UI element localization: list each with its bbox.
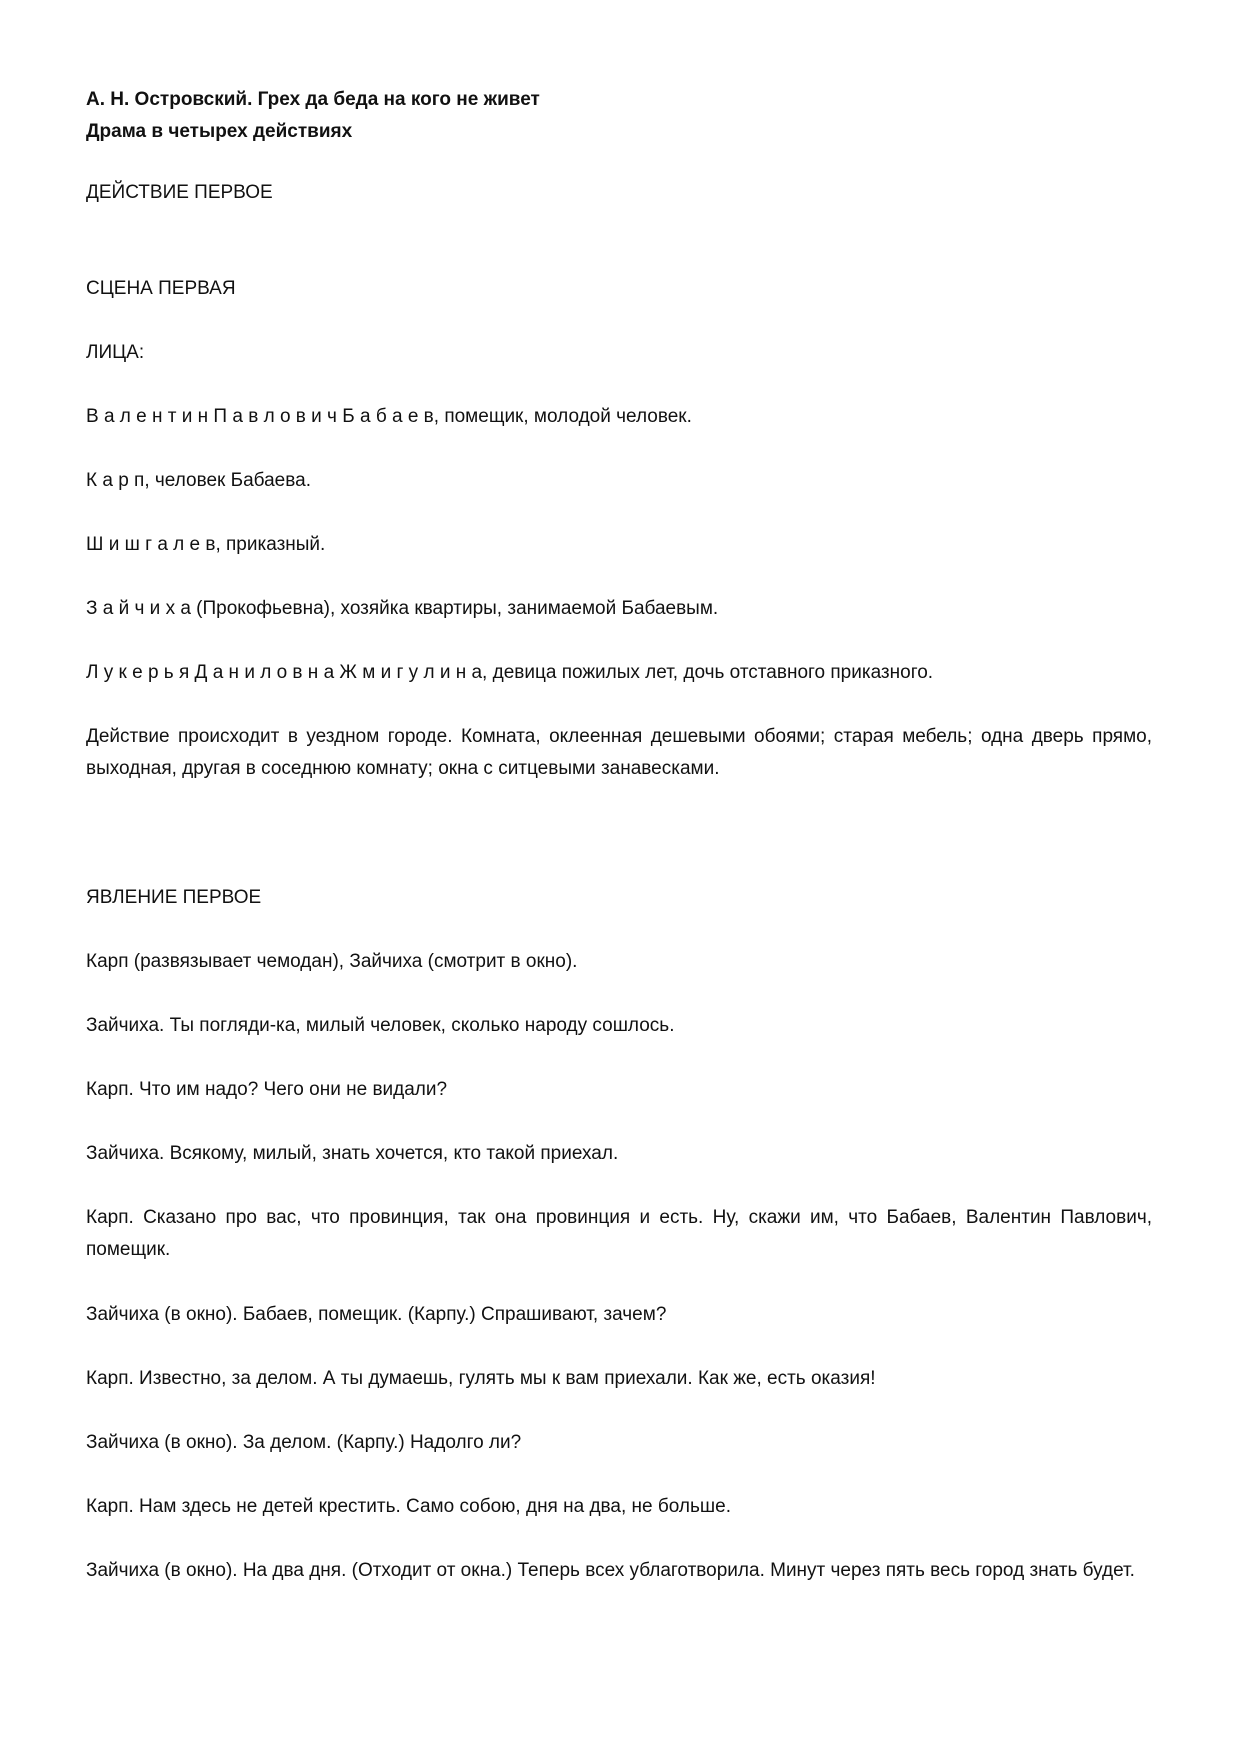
dialogue-line: Зайчиха (в окно). Бабаев, помещик. (Карпу.) Спрашивают, зачем? <box>86 1304 667 1325</box>
dialogue-line: Зайчиха. Ты погляди-ка, милый человек, сколько народу сошлось. <box>86 1015 675 1036</box>
persons-heading: ЛИЦА: <box>86 342 145 363</box>
person-entry: Ш и ш г а л е в, приказный. <box>86 534 326 555</box>
document-subtitle: Драма в четырех действиях <box>86 121 353 142</box>
stage-direction: Карп (развязывает чемодан), Зайчиха (смотрит в окно). <box>86 951 578 972</box>
act-heading: ДЕЙСТВИЕ ПЕРВОЕ <box>86 182 273 203</box>
dialogue-line: Карп. Известно, за делом. А ты думаешь, гулять мы к вам приехали. Как же, есть оказия! <box>86 1368 876 1389</box>
setting-description: Действие происходит в уездном городе. Комната, оклеенная дешевыми обоями; старая мебель; одна дверь прямо, выходная, другая в соседнюю комнату; окна с ситцевыми занавесками. <box>86 726 1152 779</box>
scene-heading: СЦЕНА ПЕРВАЯ <box>86 278 236 299</box>
dialogue-line: Зайчиха (в окно). На два дня. (Отходит от окна.) Теперь всех ублаготворила. Минут через пять весь город знать будет. <box>86 1560 1135 1581</box>
phenomenon-heading: ЯВЛЕНИЕ ПЕРВОЕ <box>86 887 262 908</box>
person-entry: З а й ч и х а (Прокофьевна), хозяйка квартиры, занимаемой Бабаевым. <box>86 598 719 619</box>
person-entry: В а л е н т и н П а в л о в и ч Б а б а е в, помещик, молодой человек. <box>86 406 692 427</box>
dialogue-line: Зайчиха. Всякому, милый, знать хочется, кто такой приехал. <box>86 1143 619 1164</box>
dialogue-line: Карп. Нам здесь не детей крестить. Само собою, дня на два, не больше. <box>86 1496 731 1517</box>
dialogue-line: Зайчиха (в окно). За делом. (Карпу.) Надолго ли? <box>86 1432 522 1453</box>
person-entry: Л у к е р ь я Д а н и л о в н а Ж м и г у л и н а, девица пожилых лет, дочь отставного приказного. <box>86 662 934 683</box>
dialogue-line: Карп. Что им надо? Чего они не видали? <box>86 1079 448 1100</box>
person-entry: К а р п, человек Бабаева. <box>86 470 311 491</box>
dialogue-line: Карп. Сказано про вас, что провинция, так она провинция и есть. Ну, скажи им, что Бабаев, Валентин Павлович, помещик. <box>86 1207 1152 1260</box>
document-title: А. Н. Островский. Грех да беда на кого не живет <box>86 89 540 110</box>
